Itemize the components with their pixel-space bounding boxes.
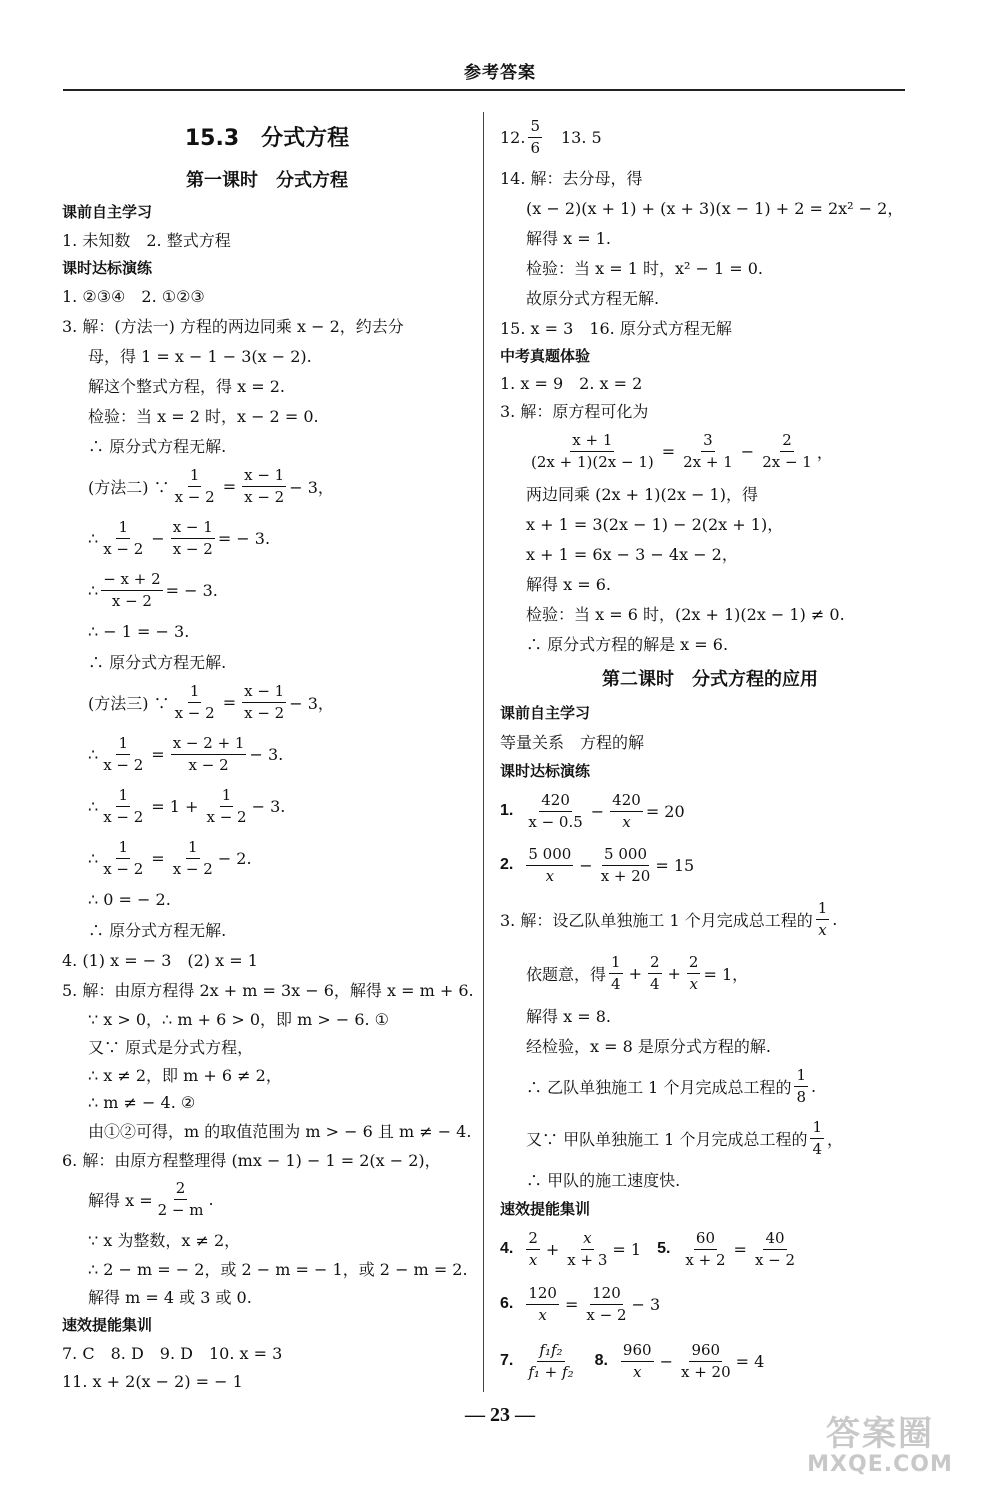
fraction: [610, 791, 643, 832]
denominator: x: [622, 812, 631, 831]
answer-line: ∴ 原分式方程无解.: [88, 436, 227, 456]
numerator: 1: [186, 838, 200, 859]
answer-line: 7. C 8. D 9. D 10. x = 3: [62, 1343, 283, 1363]
fraction: [529, 431, 656, 472]
operator: =: [222, 476, 237, 496]
text: .: [208, 1189, 214, 1209]
fraction: [760, 431, 814, 472]
denominator: x: [545, 866, 555, 885]
denominator: 4: [812, 1139, 822, 1158]
answer-line: 14. 解：去分母，得: [500, 168, 643, 188]
text: 又∵ 甲队单独施工 1 个月完成总工程的: [526, 1129, 808, 1149]
fraction: [621, 1341, 654, 1382]
numerator: 1: [220, 786, 234, 807]
fraction: [156, 1179, 206, 1220]
fraction: [648, 953, 662, 994]
equation-line: 2. $\frac{5 000}{x}$ − $\frac{5 000}{x + 20}$ = 15: [500, 844, 695, 885]
text: ，: [816, 442, 833, 462]
answer-line: 15. x = 3 16. 原分式方程无解: [500, 318, 732, 338]
text: − 3.: [249, 744, 284, 764]
numerator: 1: [116, 518, 130, 539]
answer-line: 3. 解：(方法一) 方程的两边同乘 x − 2，约去分: [62, 316, 404, 336]
fraction: [753, 1229, 797, 1270]
operator: −: [740, 441, 755, 461]
item-number: 4.: [500, 1240, 514, 1257]
operator: +: [628, 963, 642, 983]
text: = 1，: [703, 964, 749, 984]
equation-line: [62, 728, 472, 780]
answer-line: ∴ m ≠ − 4. ②: [88, 1092, 196, 1112]
denominator: 6: [530, 138, 540, 157]
fraction: [101, 734, 145, 775]
denominator: f₁ + f₂: [528, 1362, 574, 1381]
numerator: x − 1: [171, 518, 215, 539]
operator: −: [659, 1351, 673, 1371]
equation-line: [500, 424, 920, 478]
fraction: [681, 431, 735, 472]
answer-line: ∴ 2 − m = − 2，或 2 − m = − 1，或 2 − m = 2.: [88, 1259, 468, 1279]
numerator: 1: [794, 1066, 808, 1087]
answer-line: 5. 解：由原方程得 2x + m = 3x − 6，解得 x = m + 6.: [62, 980, 474, 1000]
fraction: [599, 845, 653, 886]
column-divider: [483, 112, 484, 1392]
answer-line: 故原分式方程无解.: [526, 288, 660, 308]
numerator: 960: [621, 1341, 654, 1362]
fraction: [526, 1284, 559, 1325]
denominator: x + 20: [680, 1362, 731, 1381]
fraction: [526, 1341, 575, 1382]
denominator: x + 3: [567, 1250, 608, 1269]
text: 13. 5: [561, 127, 602, 147]
answer-line: x + 1 = 3(2x − 1) − 2(2x + 1)，: [526, 514, 784, 534]
answer-line: 又∵ 原式是分式方程，: [88, 1037, 254, 1057]
fraction: [101, 786, 145, 827]
numerator: 1: [116, 838, 130, 859]
numerator: 5 000: [526, 845, 573, 866]
answer-line: 4. (1) x = − 3 (2) x = 1: [62, 950, 258, 970]
denominator: x: [633, 1362, 642, 1381]
fraction: [526, 1229, 540, 1270]
denominator: x − 2: [244, 703, 285, 722]
operator: −: [151, 528, 165, 548]
denominator: x − 2: [244, 487, 285, 506]
answer-line: ∴ 原分式方程的解是 x = 6.: [526, 634, 729, 654]
section-title: 15.3 分式方程: [184, 125, 350, 151]
numerator: 2: [526, 1229, 540, 1250]
equation-line: [500, 892, 920, 946]
text: = 20: [645, 801, 685, 821]
numerator: 5: [528, 117, 542, 138]
equation-line: [62, 460, 472, 512]
answer-line: (x − 2)(x + 1) + (x + 3)(x − 1) + 2 = 2x² − 2，: [526, 198, 904, 218]
operator: −: [590, 801, 605, 821]
equation-line: [62, 676, 472, 728]
subheading: 课时达标演练: [62, 258, 153, 277]
numerator: 1: [188, 466, 202, 487]
fraction: [526, 845, 573, 886]
numerator: 2: [648, 953, 662, 974]
fraction: [242, 682, 286, 723]
operator: +: [545, 1239, 560, 1259]
operator: =: [564, 1294, 579, 1314]
equation-line: [500, 1276, 920, 1332]
denominator: x − 2: [174, 487, 215, 506]
fraction: [204, 786, 248, 827]
equation-line: [62, 512, 472, 564]
fraction: [816, 899, 830, 940]
equation-line: [500, 1222, 920, 1276]
numerator: 120: [590, 1284, 623, 1305]
text: = − 3.: [217, 528, 271, 548]
text: = 1 +: [151, 796, 199, 816]
fraction: [687, 953, 701, 994]
answer-line: ∴ x ≠ 2，即 m + 6 ≠ 2，: [88, 1065, 282, 1085]
operator: −: [579, 855, 593, 875]
text: (方法三) ∵: [88, 693, 170, 713]
header-rule: [63, 89, 905, 91]
operator: =: [733, 1239, 747, 1259]
subheading: 速效提能集训: [62, 1315, 153, 1334]
numerator: 420: [539, 791, 572, 812]
numerator: 1: [188, 682, 202, 703]
answer-line: 解得 x = 1.: [526, 228, 611, 248]
equation-line: [500, 1332, 920, 1390]
denominator: (2x + 1)(2x − 1): [531, 452, 654, 471]
denominator: x: [818, 920, 827, 939]
numerator: f₁f₂: [537, 1341, 564, 1362]
answer-line: ∴ 原分式方程无解.: [88, 652, 227, 672]
answer-line: 检验：当 x = 6 时，(2x + 1)(2x − 1) ≠ 0.: [526, 604, 845, 624]
answer-line: 1. ②③④ 2. ①②③: [62, 286, 205, 306]
numerator: 40: [763, 1229, 786, 1250]
answer-line: ∴ − 1 = − 3.: [88, 621, 190, 641]
text: = 15: [655, 855, 695, 875]
denominator: x + 20: [600, 866, 651, 885]
right-column: [500, 112, 920, 1390]
fraction: [810, 1118, 824, 1159]
text: − 3: [631, 1294, 661, 1314]
equation-line: [500, 1060, 920, 1112]
answer-line: 解得 m = 4 或 3 或 0.: [88, 1287, 252, 1307]
fraction: [171, 838, 215, 879]
answer-line: ∵ x 为整数，x ≠ 2，: [88, 1230, 241, 1250]
denominator: x − 2: [174, 703, 215, 722]
equation-line: [500, 1112, 920, 1164]
denominator: x − 0.5: [528, 812, 583, 831]
numerator: 3: [701, 431, 715, 452]
operator: =: [222, 692, 237, 712]
answer-line: 1. 未知数 2. 整式方程: [62, 230, 231, 250]
answer-line: 由①②可得，m 的取值范围为 m > − 6 且 m ≠ − 4.: [88, 1121, 472, 1141]
watermark-logo: [770, 1415, 990, 1481]
equation-line: 1. $\frac{420}{x - 0.5}$ − $\frac{420}{x}$ = 20: [500, 790, 685, 831]
answer-line: 检验：当 x = 1 时，x² − 1 = 0.: [526, 258, 763, 278]
answer-line: ∴ 原分式方程无解.: [88, 920, 227, 940]
denominator: x − 2: [103, 755, 144, 774]
watermark-url: MXQE.COM: [807, 1452, 953, 1477]
denominator: x − 2: [172, 859, 213, 878]
text: ∴: [88, 848, 99, 868]
answer-line: 解得 x = 6.: [526, 574, 611, 594]
denominator: 8: [796, 1087, 806, 1106]
subheading: 课前自主学习: [500, 703, 591, 722]
numerator: − x + 2: [101, 570, 162, 591]
text: (方法二) ∵: [88, 477, 170, 497]
numerator: 2: [174, 1179, 188, 1200]
text: ∴: [88, 580, 99, 600]
answer-line: 11. x + 2(x − 2) = − 1: [62, 1371, 243, 1391]
numerator: 2: [780, 431, 794, 452]
item-number: 7.: [500, 1352, 514, 1369]
operator: =: [151, 744, 165, 764]
left-column: [62, 112, 472, 1396]
answer-line: 1. x = 9 2. x = 2: [500, 373, 643, 393]
fraction: [171, 734, 247, 775]
page-number: — 23 —: [465, 1404, 535, 1426]
fraction: [173, 466, 217, 507]
equation-line: [62, 1174, 472, 1224]
item-number: 8.: [594, 1352, 608, 1369]
text: ∴: [88, 744, 99, 764]
numerator: x + 1: [570, 431, 614, 452]
numerator: 420: [610, 791, 643, 812]
numerator: 2: [687, 953, 701, 974]
numerator: 120: [526, 1284, 559, 1305]
answer-line: ∵ x > 0，∴ m + 6 > 0，即 m > − 6. ①: [88, 1009, 390, 1029]
denominator: x − 2: [172, 539, 213, 558]
fraction: [173, 682, 217, 723]
text: ，: [827, 1129, 844, 1149]
item-number: 6.: [500, 1295, 514, 1312]
answer-line: 解这个整式方程，得 x = 2.: [88, 376, 285, 396]
numerator: 1: [116, 734, 130, 755]
fraction: [609, 953, 623, 994]
subheading: 中考真题体验: [500, 346, 591, 365]
denominator: x: [538, 1305, 547, 1324]
denominator: x: [689, 974, 698, 993]
answer-line: 解得 x = 8.: [526, 1006, 611, 1026]
operator: =: [151, 848, 165, 868]
text: − 3，: [289, 693, 334, 713]
text: = − 3.: [165, 580, 218, 600]
numerator: 960: [689, 1341, 722, 1362]
text: 3. 解：设乙队单独施工 1 个月完成总工程的: [500, 910, 813, 930]
denominator: x − 2: [206, 807, 247, 826]
numerator: 1: [116, 786, 130, 807]
denominator: x − 2: [103, 539, 144, 558]
numerator: 5 000: [602, 845, 649, 866]
denominator: x − 2: [586, 1305, 627, 1324]
answer-line: 经检验，x = 8 是原分式方程的解.: [526, 1036, 771, 1056]
operator: =: [661, 441, 676, 461]
lesson-title: 第二课时 分式方程的应用: [602, 669, 818, 690]
denominator: 2 − m: [157, 1200, 204, 1219]
numerator: x: [581, 1229, 593, 1250]
lesson-title: 第一课时 分式方程: [186, 170, 348, 191]
answer-line: 6. 解：由原方程整理得 (mx − 1) − 1 = 2(x − 2)，: [62, 1150, 441, 1170]
answer-line: 3. 解：原方程可化为: [500, 401, 649, 421]
fraction: [101, 838, 145, 879]
denominator: 2x − 1: [762, 452, 812, 471]
numerator: 1: [810, 1118, 824, 1139]
equation-line: [62, 564, 472, 616]
denominator: x: [528, 1250, 538, 1269]
page-header: 参考答案: [464, 63, 536, 83]
denominator: x − 2: [754, 1250, 796, 1269]
watermark-text: 答案圈: [826, 1414, 934, 1454]
answer-line: 母，得 1 = x − 1 − 3(x − 2).: [88, 346, 312, 366]
subheading: 课时达标演练: [500, 761, 591, 780]
numerator: x − 1: [242, 682, 286, 703]
fraction: [101, 518, 145, 559]
denominator: x − 2: [103, 859, 144, 878]
equation-line: [62, 780, 472, 832]
numerator: x − 2 + 1: [171, 734, 247, 755]
fraction: [101, 570, 162, 611]
answer-line: 检验：当 x = 2 时，x − 2 = 0.: [88, 406, 319, 426]
numerator: 60: [694, 1229, 717, 1250]
denominator: x + 2: [685, 1250, 726, 1269]
text: 12.: [500, 127, 526, 147]
fraction: [565, 1229, 609, 1270]
answer-line: x + 1 = 6x − 3 − 4x − 2，: [526, 544, 738, 564]
fraction: [679, 1341, 733, 1382]
text: ∴ 乙队单独施工 1 个月完成总工程的: [526, 1077, 792, 1097]
answer-line: ∴ 甲队的施工速度快.: [526, 1170, 681, 1190]
fraction: [794, 1066, 808, 1107]
text: ∴: [88, 796, 99, 816]
text: .: [811, 1076, 817, 1096]
equation-line: [500, 946, 920, 1000]
item-number: 5.: [657, 1240, 671, 1257]
text: = 1: [612, 1239, 642, 1259]
fraction: [584, 1284, 628, 1325]
text: = 4: [735, 1351, 765, 1371]
text: .: [832, 909, 838, 929]
text: 解得 x =: [88, 1190, 153, 1210]
answer-line: 两边同乘 (2x + 1)(2x − 1)，得: [526, 484, 758, 504]
text: ∴: [88, 528, 99, 548]
fraction: [683, 1229, 727, 1270]
denominator: 4: [611, 974, 621, 993]
numerator: 1: [609, 953, 623, 974]
subheading: 速效提能集训: [500, 1199, 591, 1218]
numerator: 1: [816, 899, 830, 920]
subheading: 课前自主学习: [62, 202, 153, 221]
denominator: 2x + 1: [683, 452, 733, 471]
fraction: [242, 466, 286, 507]
fraction: [528, 117, 542, 158]
answer-line: ∴ 0 = − 2.: [88, 889, 171, 909]
fraction: [171, 518, 215, 559]
numerator: x − 1: [242, 466, 286, 487]
operator: +: [667, 963, 681, 983]
denominator: x − 2: [111, 591, 152, 610]
equation-line: [62, 832, 472, 884]
denominator: 4: [649, 974, 660, 993]
equation-line: [500, 112, 920, 162]
text: − 3，: [289, 477, 334, 497]
text: − 2.: [217, 848, 252, 868]
fraction: [526, 791, 584, 832]
denominator: x − 2: [188, 755, 229, 774]
text: 依题意，得: [526, 964, 607, 984]
denominator: x − 2: [103, 807, 144, 826]
text: − 3.: [251, 796, 286, 816]
answer-line: 等量关系 方程的解: [500, 732, 645, 752]
